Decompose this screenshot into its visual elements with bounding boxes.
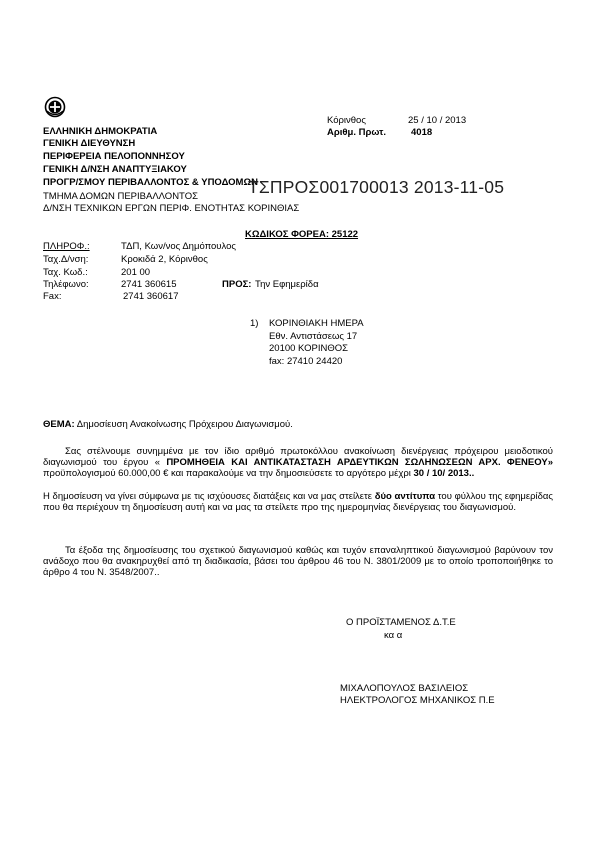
protocol-label: Αριθμ. Πρωτ. [327, 127, 386, 138]
entity-code: ΚΩΔΙΚΟΣ ΦΟΡΕΑ: 25122 [245, 229, 359, 240]
greek-crest-icon [44, 96, 66, 118]
phone-label: Τηλέφωνο: [43, 279, 89, 290]
to-label: ΠΡΟΣ: [222, 279, 252, 290]
org-line-1: ΕΛΛΗΝΙΚΗ ΔΗΜΟΚΡΑΤΙΑ [43, 126, 158, 137]
fax-value: 2741 360617 [123, 291, 179, 302]
org-line-5: ΠΡΟΓΡ/ΣΜΟΥ ΠΕΡΙΒΑΛΛΟΝΤΟΣ & ΥΠΟΔΟΜΩΝ [43, 177, 258, 188]
org-line-2: ΓΕΝΙΚΗ ΔΙΕΥΘΥΝΣΗ [43, 138, 136, 149]
recipient-line-3: 20100 ΚΟΡΙΝΘΟΣ [269, 343, 348, 354]
phone-value: 2741 360615 [121, 279, 177, 290]
to-value: Την Εφημερίδα [255, 279, 319, 290]
p2-rest: του φύλλου της εφημερίδας που θα περιέχουν τη δημοσίευση αυτή και να μας τα στείλετε προ της ημερομηνίας διενέργειας του διαγωνισμού. [43, 491, 554, 514]
address-label: Ταχ.Δ/νση: [43, 254, 89, 265]
p1-budget: προϋπολογισμού 60.000,00 € και παρακαλούμε να την δημοσιεύσετε το αργότερο μέχρι [43, 468, 414, 480]
subject-text: Δημοσίευση Ανακοίνωσης Πρόχειρου Διαγωνισμού. [76, 419, 293, 430]
body-paragraph-3: Τα έξοδα της δημοσίευσης του σχετικού διαγωνισμού καθώς και τυχόν επαναληπτικού διαγωνισμού βαρύνουν τον ανάδοχο που θα ανακηρυχθεί από τη διαδικασία, βάσει του άρθρου 46 του Ν. 3801/2009 με το οποίο τροποποιήθηκε το άρθρο 4 του Ν. 3548/2007.. [43, 545, 553, 579]
address-value: Κροκιδά 2, Κόρινθος [121, 254, 208, 265]
postcode-label: Ταχ. Κωδ.: [43, 267, 88, 278]
document-date: 25 / 10 / 2013 [408, 115, 467, 126]
org-line-6: ΤΜΗΜΑ ΔΟΜΩΝ ΠΕΡΙΒΑΛΛΟΝΤΟΣ [43, 191, 198, 202]
p2-copies: δύο αντίτυπα [374, 491, 436, 502]
subject-label: ΘΕΜΑ: [43, 419, 75, 430]
p1-project-title: ΠΡΟΜΗΘΕΙΑ ΚΑΙ ΑΝΤΙΚΑΤΑΣΤΑΣΗ ΑΡΔΕΥΤΙΚΩΝ ΣΩΛΗΝΩΣΕΩΝ ΑΡΧ. ΦΕΝΕΟΥ» [159, 457, 553, 469]
recipient-line-1: ΚΟΡΙΝΘΙΑΚΗ ΗΜΕΡΑ [269, 318, 364, 329]
recipient-line-2: Εθν. Αντιστάσεως 17 [269, 331, 358, 342]
place-label: Κόρινθος [327, 115, 366, 126]
postcode-value: 201 00 [121, 267, 151, 278]
body-paragraph-1 [43, 446, 553, 480]
info-label: ΠΛΗΡΟΦ.: [43, 241, 90, 252]
org-line-7: Δ/ΝΣΗ ΤΕΧΝΙΚΩΝ ΕΡΓΩΝ ΠΕΡΙΦ. ΕΝΟΤΗΤΑΣ ΚΟΡΙΝΘΙΑΣ [43, 203, 300, 214]
org-line-3: ΠΕΡΙΦΕΡΕΙΑ ΠΕΛΟΠΟΝΝΗΣΟΥ [43, 151, 185, 162]
signatory-role: ΗΛΕΚΤΡΟΛΟΓΟΣ ΜΗΧΑΝΙΚΟΣ Π.Ε [340, 695, 495, 706]
body-paragraph-2 [43, 491, 553, 513]
signature-abbr: κα α [384, 630, 403, 641]
recipient-line-4: fax: 27410 24420 [269, 356, 343, 367]
signatory-name: ΜΙΧΑΛΟΠΟΥΛΟΣ ΒΑΣΙΛΕΙΟΣ [340, 683, 469, 694]
p1-deadline: 30 / 10/ 2013.. [413, 468, 475, 480]
subject-line [43, 419, 293, 430]
info-value: ΤΔΠ, Κων/νος Δημόπουλος [121, 241, 236, 252]
signature-title: Ο ΠΡΟΪΣΤΑΜΕΝΟΣ Δ.Τ.Ε [346, 617, 456, 628]
p2-intro: Η δημοσίευση να γίνει σύμφωνα με τις ισχύουσες διατάξεις και να μας στείλετε [43, 491, 375, 502]
p1-intro: Σας στέλνουμε συνημμένα με τον ίδιο αριθμό πρωτοκόλλου ανακοίνωση διενέργειας πρόχειρου μειοδοτικού διαγωνισμού του έργου « [43, 446, 553, 469]
org-line-4: ΓΕΝΙΚΗ Δ/ΝΣΗ ΑΝΑΠΤΥΞΙΑΚΟΥ [43, 164, 187, 175]
fax-label: Fax: [43, 291, 62, 302]
protocol-stamp: ΤΣΠΡΟΣ001700013 2013-11-05 [248, 177, 505, 197]
recipient-number: 1) [250, 318, 259, 329]
protocol-number: 4018 [411, 127, 433, 138]
